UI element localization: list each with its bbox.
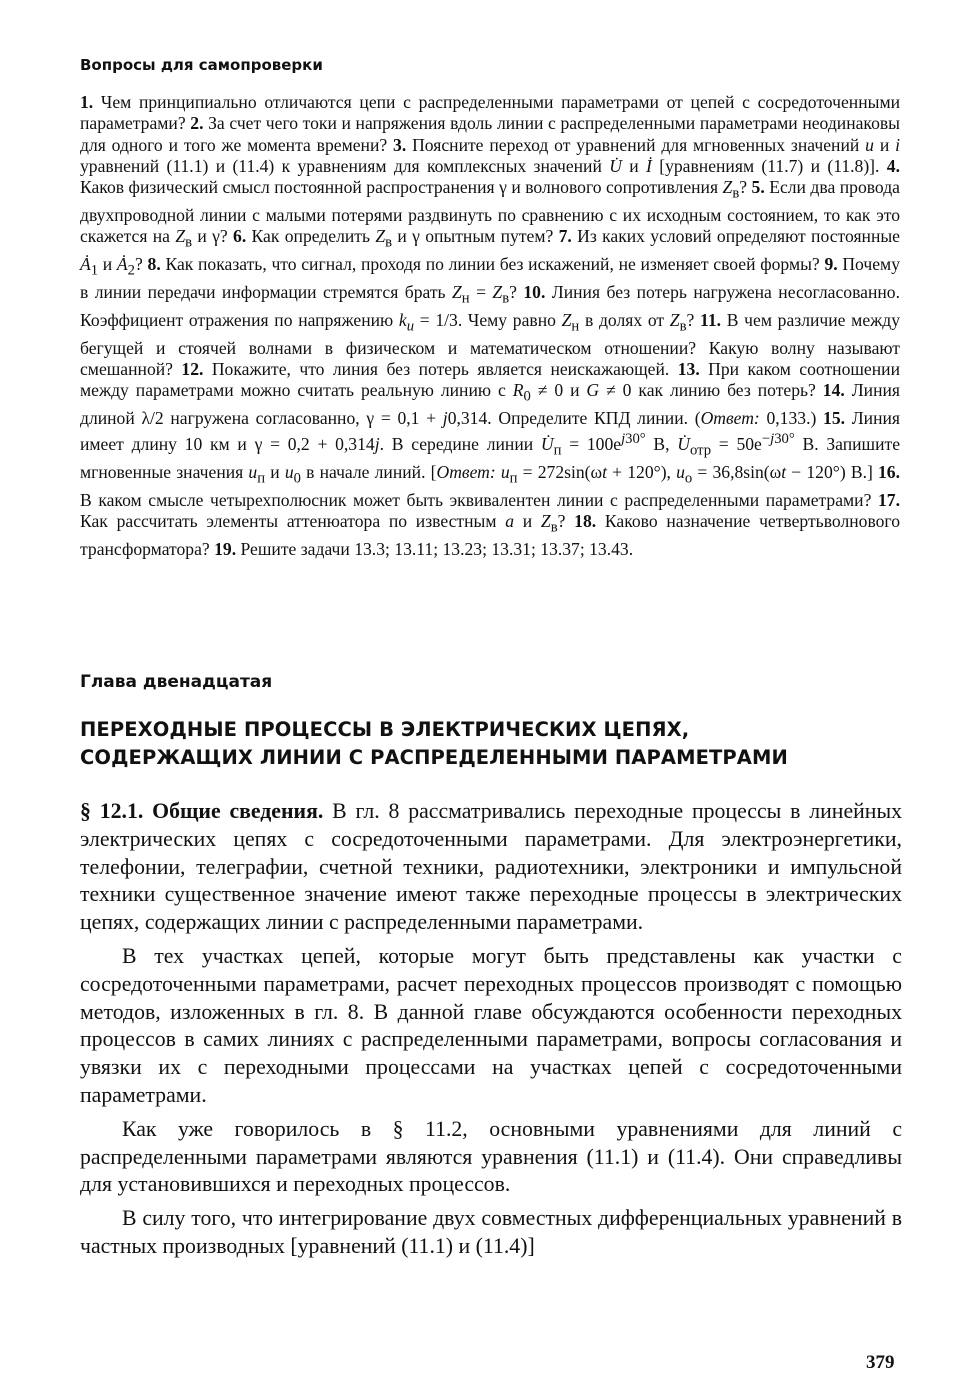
paragraph-1	[80, 798, 902, 937]
paragraph-3: Как уже говорилось в § 11.2, основными уравнениями для линий с распределенными параметрами являются уравнения (11.1) и (11.4). Они справедливы для установившихся и переходных процессов.	[80, 1116, 902, 1197]
self-check-heading: Вопросы для самопроверки	[80, 56, 323, 74]
paragraph-4: В силу того, что интегрирование двух совместных дифференциальных уравнений в частных производных [уравнений (11.1) и (11.4)]	[80, 1206, 902, 1258]
chapter-title-line-1: ПЕРЕХОДНЫЕ ПРОЦЕССЫ В ЭЛЕКТРИЧЕСКИХ ЦЕПЯХ,	[80, 718, 690, 741]
self-check-questions: 1. Чем принципиально отличаются цепи с распределенными параметрами от цепей с сосредоточенными параметрами? 2. За счет чего токи и напряжения вдоль линии с распределенными параметрами неодинаковы для одного и того же момента времени? 3. Поясните переход от уравнений для мгновенных значений u и i уравнений (11.1) и (11.4) к уравнениям для комплексных значений U̇ и İ [уравнениям (11.7) и (11.8)]. 4. Каков физический смысл постоянной распространения γ и волнового сопротивления $Z_в$? 5. Если два провода двухпроводной линии с малыми потерями раздвинуть по сравнению с их исходным состоянием, то как это скажется на $Z_в$ и γ? 6. Как определить $Z_в$ и γ опытным путем? 7. Из каких условий определяют постоянные $Ȧ_1$ и $Ȧ_2$? 8. Как показать, что сигнал, проходя по линии без искажений, не изменяет своей формы? 9. Почему в линии передачи информации стремятся брать $Z_н = Z_в$? 10. Линия без потерь нагружена несогласованно. Коэффициент отражения по напряжению $k_u = 1/3$. Чему равно $Z_н$ в долях от $Z_в$? 11. В чем различие между бегущей и стоячей волнами в физическом и математическом отношении? Какую волну называют смешанной? 12. Покажите, что линия без потерь является неискажающей. 13. При каком соотношении между параметрами можно считать реальную линию с $R_0 \ne 0$ и G ≠ 0 как линию без потерь? 14. Линия длиной λ/2 нагружена согласованно, γ = 0,1 + j0,314. Определите КПД линии. (Ответ: 0,133.) 15. Линия имеет длину 10 км и γ = 0,2 + 0,314j. В середине линии $U̇_п = 100e^{j30^\circ}$ В, $U̇_{отр} = 50e^{-j30^\circ}$ В. Запишите мгновенные значения $u_п$ и $u_0$ в начале линий. [Ответ: $u_п = 272\sin(\omega t + 120^\circ)$, $u_о = 36,8\sin(\omega t - 120^\circ)$ В.] 16. В каком смысле четырехполюсник может быть эквивалентен линии с распределенными параметрами? 17. Как рассчитать элементы аттенюатора по известным a и $Z_в$? 18. Каково назначение четвертьволнового трансформатора? 19. Решите задачи 13.3; 13.11; 13.23; 13.31; 13.37; 13.43.	[80, 92, 901, 559]
chapter-label: Глава двенадцатая	[80, 672, 273, 692]
section-heading: § 12.1. Общие сведения.	[80, 799, 324, 823]
chapter-title-line-2: СОДЕРЖАЩИХ ЛИНИИ С РАСПРЕДЕЛЕННЫМИ ПАРАМЕТРАМИ	[80, 746, 788, 769]
page-number: 379	[866, 1352, 895, 1373]
paragraph-2: В тех участках цепей, которые могут быть представлены как участки с сосредоточенными параметрами, расчет переходных процессов производят с помощью методов, изложенных в гл. 8. В данной главе обсуждаются особенности переходных процессов в самих линиях с распределенными параметрами, вопросы согласования и увязки их с переходными процессами на участках цепей с сосредоточенными параметрами.	[80, 943, 902, 1107]
section-body	[80, 798, 902, 1267]
paragraph-1-text: В гл. 8 рассматривались переходные процессы в линейных электрических цепях с сосредоточенными параметрами. Для электроэнергетики, телефонии, телеграфии, счетной техники, радиотехники, электроники и импульсной техники существенное значение имеют также переходные процессы в электрических цепях, содержащих линии с распределенными параметрами.	[80, 799, 902, 935]
chapter-title	[80, 716, 910, 772]
